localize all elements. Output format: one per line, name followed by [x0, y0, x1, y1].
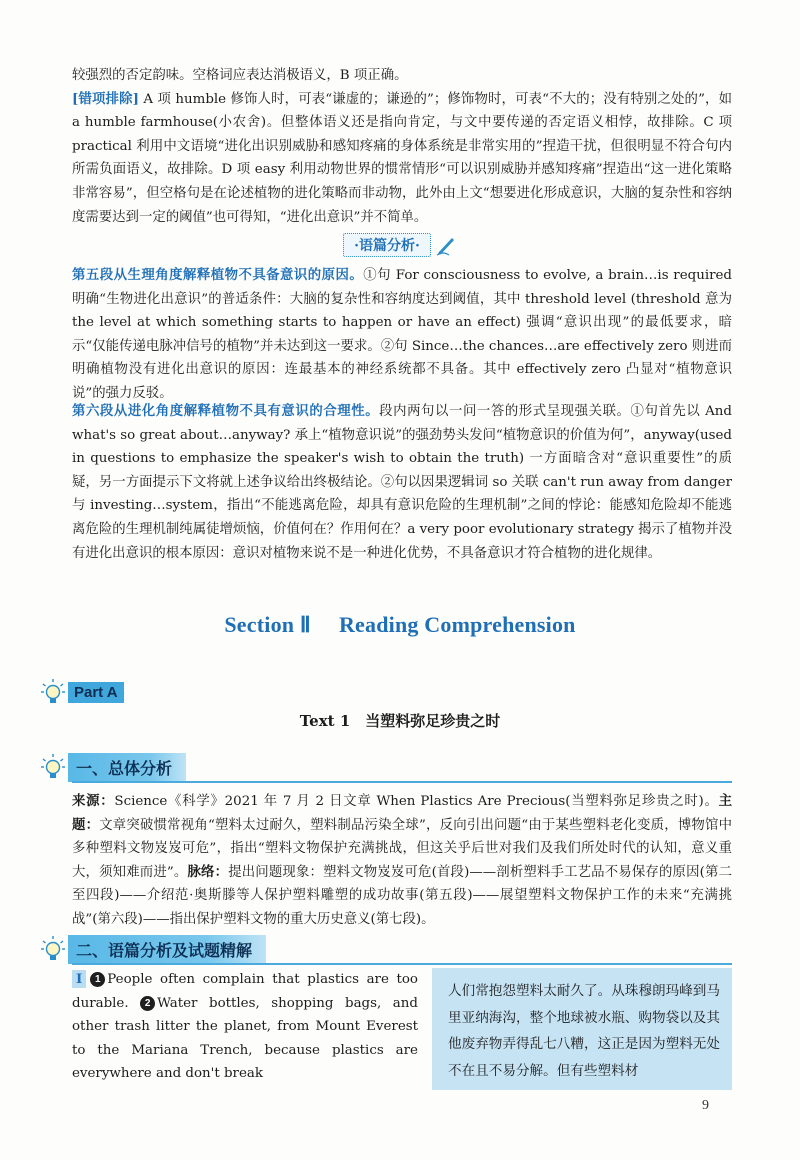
- section-numeral: Ⅱ: [299, 612, 311, 637]
- section-label: Section: [224, 612, 295, 637]
- source-text: Science《科学》2021 年 7 月 2 日文章 When Plastics Are Precious(当塑料弥足珍贵之时)。: [114, 794, 719, 809]
- discourse-analysis-tag: [300, 232, 500, 258]
- para6: [72, 400, 732, 565]
- page-number: 9: [702, 1098, 709, 1113]
- answer-explanation: [72, 64, 732, 229]
- overview-paragraph: [72, 790, 732, 932]
- section-title: [0, 612, 800, 638]
- sentence-number: 1: [90, 972, 105, 987]
- overview-text: [72, 790, 732, 932]
- paragraph-mark: Ⅰ: [72, 970, 86, 988]
- para5: [72, 264, 732, 406]
- para5-text: ①句 For consciousness to evolve, a brain…is required 明确“生物进化出意识”的普适条件：大脑的复杂性和容纳度达到阈值，其中 threshold level (threshold 意为 the level at which something starts to happen or have an effect) 强调“意识出现”的最低要求，暗示“仅能传递电脉冲信号的植物”并未达到这一要求。②句 Since…the chances…are effectively zero 则进而明确植物没有进化出意识的原因：连最基本的神经系统都不具备。其中 effectively zero 凸显对“植物意识说”的强力反驳。: [72, 268, 733, 401]
- overview-divider: [72, 781, 732, 783]
- source-label: 来源：: [72, 793, 115, 809]
- vein-text: 提出问题现象：塑料文物岌岌可危(首段)——剖析塑料手工艺品不易保存的原因(第二至四段)——介绍范·奥斯滕等人保护塑料雕塑的成功故事(第五段)——展望塑料文物保护工作的未来“充满挑战”(第六段)——指出保护塑料文物的重大历史意义(第七段)。: [72, 864, 733, 927]
- overview-band: [40, 752, 186, 782]
- paragraph-6-analysis: [72, 400, 732, 565]
- para5-lead: 第五段从生理角度解释植物不具备意识的原因。: [72, 267, 364, 283]
- part-a-label: Part A: [68, 682, 124, 703]
- lightbulb-icon: [40, 753, 66, 781]
- text-title: Text 1 当塑料弥足珍贵之时: [299, 712, 501, 730]
- error-label: [错项排除]: [72, 90, 139, 107]
- lightbulb-icon: [40, 678, 66, 706]
- theme-text: 文章突破惯常视角“塑料太过耐久，塑料制品污染全球”，反向引出问题“由于某些塑料老化变质，博物馆中多种塑料文物岌岌可危”，指出“塑料文物保护充满挑战，但这关乎后世对我们及我们所处时代的认知，意义重大，须知难而进”。: [72, 817, 732, 880]
- explanation-line: 较强烈的否定韵味。空格词应表达消极语义，B 项正确。: [72, 68, 408, 83]
- analysis-tag-label: ·语篇分析·: [343, 233, 431, 257]
- english-passage: [72, 968, 418, 1086]
- error-elimination: [72, 88, 732, 230]
- vein-label: 脉络：: [187, 863, 229, 880]
- lightbulb-icon: [40, 935, 66, 963]
- sentence-number: 2: [140, 996, 155, 1011]
- section-heading: Reading Comprehension: [338, 612, 576, 637]
- passage-paragraph-1: [72, 968, 418, 1086]
- theme-label: 主题：: [72, 793, 733, 833]
- para6-text: 段内两句以一问一答的形式呈现强关联。①句首先以 And what's so great about…anyway? 承上“植物意识说”的强劲势头发问“植物意识的价值为何”，anyway(used in questions to emphasize the speaker's wish to obtain the truth) 一方面暗含对“意识重要性”的质疑，另一方面提示下文将就上述争议给出终极结论。②句以因果逻辑词 so 关联 can't run away from danger 与 investing…system，指出“不能逃离危险，却具有意识危险的生理机制”之间的悖论：能感知危险却不能逃离危险的生理机制纯属徒增烦恼，价值何在？作用何在？a very poor evolutionary strategy 揭示了植物并没有进化出意识的根本原因：意识对植物来说不是一种进化优势，不具备意识才符合植物的进化规律。: [72, 404, 732, 561]
- pen-icon: [435, 234, 457, 256]
- para6-lead: 第六段从进化角度解释植物不具有意识的合理性。: [72, 403, 380, 419]
- sentence-1: People often complain that plastics are too durable.: [72, 972, 418, 1011]
- overview-band-label: 一、总体分析: [68, 753, 186, 782]
- translation-box: 人们常抱怨塑料太耐久了。从珠穆朗玛峰到马里亚纳海沟，整个地球被水瓶、购物袋以及其他废弃物弄得乱七八糟，这正是因为塑料无处不在且不易分解。但有些塑料材: [432, 968, 732, 1090]
- part-a-heading: [40, 678, 124, 706]
- analysis-band: [40, 934, 266, 964]
- error-text: A 项 humble 修饰人时，可表“谦虚的；谦逊的”；修饰物时，可表“不大的；没有特别之处的”，如 a humble farmhouse(小农舍)。但整体语义还是指向肯定，与文中要传递的否定语义相悖，故排除。C 项 practical 利用中文语境“进化出识别威胁和感知疼痛的身体系统是非常实用的”捏造干扰，但很明显不符合句内所需负面语义，故排除。D 项 easy 利用动物世界的惯常情形“可以识别威胁并感知疼痛”捏造出“这一进化策略非常容易”，但空格句是在论述植物的进化策略而非动物，此外由上文“想要进化形成意识，大脑的复杂性和容纳度需要达到一定的阈值”也可得知，“进化出意识”并不简单。: [72, 91, 732, 225]
- analysis-band-label: 二、语篇分析及试题精解: [68, 935, 266, 964]
- sentence-2: Water bottles, shopping bags, and other trash litter the planet, from Mount Everest to the Mariana Trench, because plastics are everywhere and don't break: [72, 995, 418, 1082]
- analysis-divider: [72, 963, 732, 965]
- paragraph-5-analysis: [72, 264, 732, 406]
